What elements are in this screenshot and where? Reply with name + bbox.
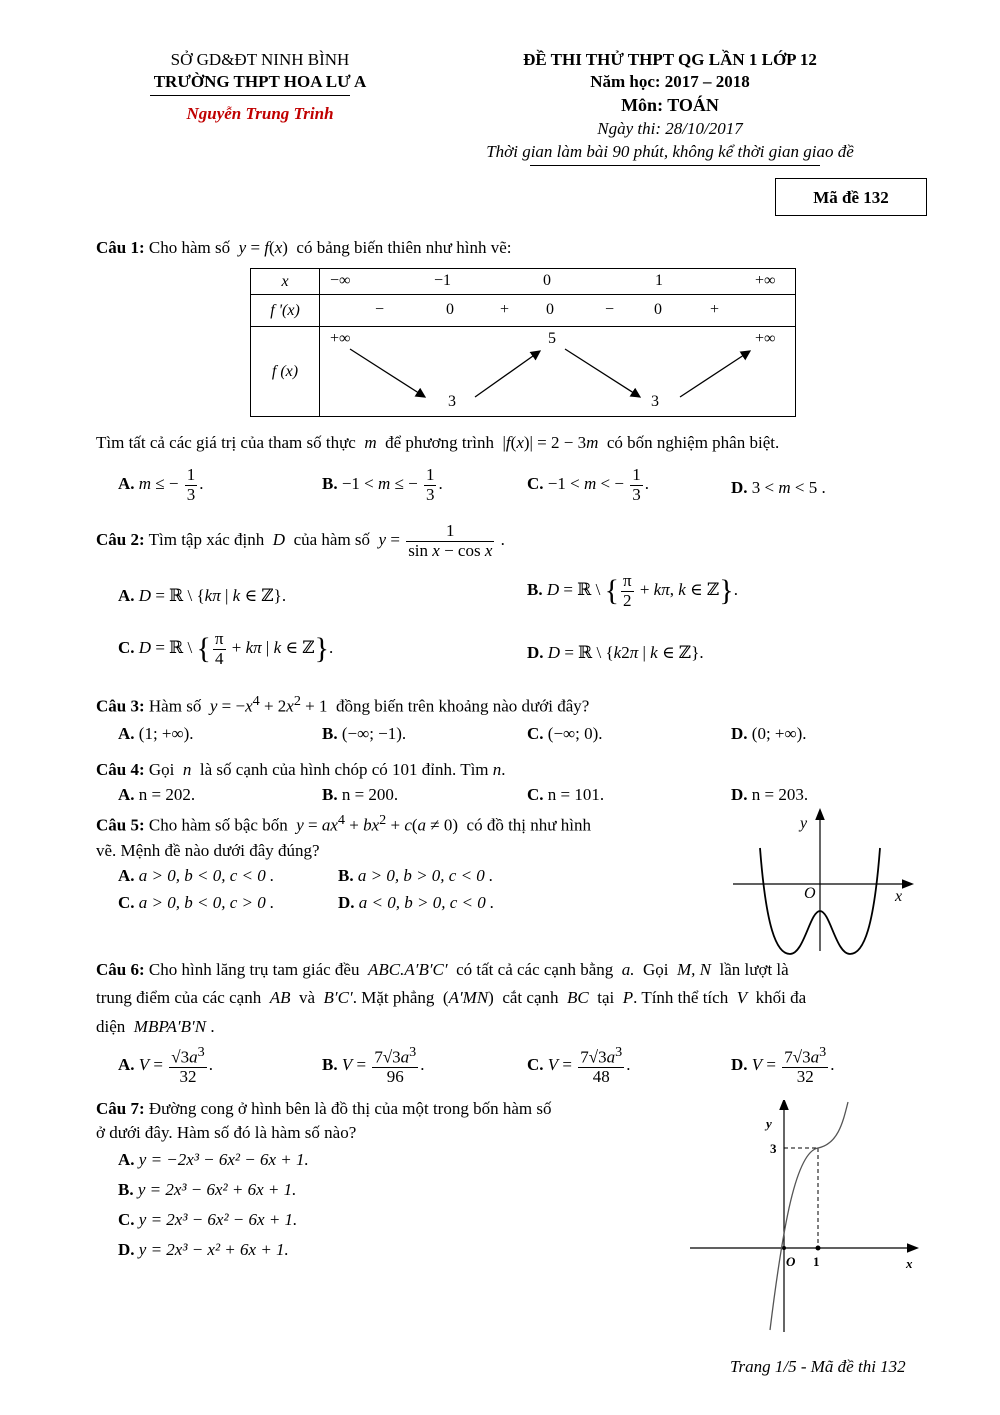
increase-arrow <box>475 351 540 397</box>
option-text: n = 200. <box>341 785 399 804</box>
prompt-text: để phương trình <box>385 433 494 452</box>
question-label: Câu 2: <box>96 530 145 550</box>
q5-option-b[interactable]: B. a > 0, b > 0, c < 0 . <box>338 866 494 885</box>
increase-arrow <box>680 351 750 397</box>
sign: 0 <box>446 301 454 318</box>
question-label: Câu 7: <box>96 1099 145 1118</box>
school-year: Năm học: 2017 – 2018 <box>590 72 750 91</box>
q1-option-d[interactable]: D. 3 < m < 5 . <box>731 478 826 497</box>
q3-option-d[interactable]: D. (0; +∞). <box>731 724 807 743</box>
question-1: Câu 1: Cho hàm số y = f(x) có bảng biến thiên như hình vẽ: <box>96 238 512 257</box>
q6-option-b[interactable]: B. V = $\frac{7√3a^3}{96}$ . <box>322 1044 425 1087</box>
question-text: có bảng biến thiên như hình vẽ: <box>296 238 512 257</box>
question-text: Cho hàm số bậc bốn <box>148 815 288 835</box>
q1-option-b[interactable]: B. −1 < m ≤ − $\frac{1}{3}$ . <box>322 465 443 504</box>
y-axis-label: y <box>766 1116 772 1131</box>
x-value: 0 <box>543 272 551 289</box>
q2-option-c[interactable]: C. D = ℝ \ { $\frac{\pi}{4}$ + kπ | k ∈ ℤ}. <box>118 629 334 668</box>
question-label: Câu 6: <box>96 960 145 979</box>
x-values-row <box>320 269 796 295</box>
question-3: Câu 3: Hàm số $y = -x^4 + 2x^2 + 1$ đồng biến trên khoảng nào dưới đây? <box>96 693 590 716</box>
question-5: Câu 5: Cho hàm số bậc bốn $y = ax^4 + bx^2 + c(a \ne 0)$ có đồ thị như hình <box>96 812 591 835</box>
option-text: y = 2x³ − 6x² − 6x + 1. <box>138 1210 298 1229</box>
school-underline <box>150 95 350 96</box>
option-label: C. <box>527 474 544 494</box>
question-6: Câu 6: Cho hình lăng trụ tam giác đều ABC.A′B′C′ có tất cả các cạnh bằng a. Gọi M, N lần lượt là <box>96 960 789 979</box>
q5-option-d[interactable]: D. a < 0, b > 0, c < 0 . <box>338 893 495 912</box>
question-text: có đồ thị như hình <box>466 815 591 835</box>
question-text: Gọi <box>148 760 175 779</box>
option-text: y = 2x³ − x² + 6x + 1. <box>138 1240 289 1259</box>
question-text: Đường cong ở hình bên là đồ thị của một trong bốn hàm số <box>148 1099 552 1118</box>
x-value: −1 <box>434 272 452 289</box>
question-text: Cho hình lăng trụ tam giác đều <box>148 960 360 979</box>
f-value: 3 <box>448 393 456 410</box>
question-5-line2: vẽ. Mệnh đề nào dưới đây đúng? <box>96 841 320 860</box>
option-text: n = 101. <box>547 785 605 804</box>
table-head-fprime: f '(x) <box>251 295 320 327</box>
prompt-text: Tìm tất cả các giá trị của tham số thực <box>96 433 356 452</box>
option-label: A. <box>118 474 135 494</box>
q5-option-a[interactable]: A. a > 0, b < 0, c < 0 . <box>118 866 275 885</box>
origin-point <box>782 1246 786 1250</box>
question-4: Câu 4: Gọi n là số cạnh của hình chóp có 101 đỉnh. Tìm n. <box>96 760 506 779</box>
q2-option-a[interactable]: A. D = ℝ \ {kπ | k ∈ ℤ}. <box>118 586 287 605</box>
q7-option-a[interactable]: A. y = −2x³ − 6x² − 6x + 1. <box>118 1150 309 1169</box>
sign: − <box>375 301 385 318</box>
decrease-arrow <box>350 349 425 397</box>
question-text: khối đa <box>755 988 807 1007</box>
sign: + <box>710 301 720 318</box>
origin-label: O <box>786 1254 796 1269</box>
option-label: D. <box>731 478 748 497</box>
cubic-curve <box>770 1102 848 1330</box>
sign-row <box>320 295 796 327</box>
question-text: diện <box>96 1017 126 1036</box>
q7-option-b[interactable]: B. y = 2x³ − 6x² + 6x + 1. <box>118 1180 297 1199</box>
page-footer: Trang 1/5 - Mã đề thi 132 <box>730 1357 906 1376</box>
f-value: +∞ <box>330 330 351 347</box>
question-text: Gọi <box>643 960 669 979</box>
duration-underline <box>530 165 820 166</box>
question-text: Hàm số <box>148 696 202 716</box>
question-text: tại <box>597 988 615 1007</box>
f-value: 3 <box>651 393 659 410</box>
y-axis-label: y <box>800 815 808 832</box>
question-text: lần lượt là <box>719 960 789 979</box>
q3-option-a[interactable]: A. (1; +∞). <box>118 724 194 743</box>
question-7-line2: ở dưới đây. Hàm số đó là hàm số nào? <box>96 1123 357 1142</box>
q7-cubic-graph <box>688 1100 923 1335</box>
question-text: đồng biến trên khoảng nào dưới đây? <box>336 696 590 716</box>
exam-date: Ngày thi: 28/10/2017 <box>597 119 743 138</box>
f-value: +∞ <box>755 330 776 347</box>
option-text: a < 0, b > 0, c < 0 . <box>358 893 495 912</box>
x-axis-label: x <box>895 888 903 905</box>
question-label: Câu 3: <box>96 696 145 716</box>
decrease-arrow <box>565 349 640 397</box>
x-value: −∞ <box>330 272 351 289</box>
q6-option-d[interactable]: D. V = $\frac{7√3a^3}{32}$ . <box>731 1044 835 1087</box>
question-text: Mặt phẳng <box>361 988 435 1007</box>
question-label: Câu 5: <box>96 815 145 835</box>
question-text: và <box>298 988 316 1007</box>
q4-option-b[interactable]: B. n = 200. <box>322 785 399 804</box>
subject: Môn: TOÁN <box>621 95 719 115</box>
option-text: a > 0, b < 0, c < 0 . <box>138 866 275 885</box>
q4-option-c[interactable]: C. n = 101. <box>527 785 605 804</box>
question-text: cắt cạnh <box>502 988 559 1007</box>
question-text: Cho hàm số <box>148 238 231 257</box>
question-6-line2: trung điểm của các cạnh AB và B′C′. Mặt phẳng (A′MN) cắt cạnh BC tại P. Tính thể tích V khối đa <box>96 988 807 1007</box>
exam-duration: Thời gian làm bài 90 phút, không kể thời gian giao đề <box>486 142 854 161</box>
sign: − <box>605 301 615 318</box>
q1-option-c[interactable]: C. −1 < m < − $\frac{1}{3}$ . <box>527 465 649 504</box>
author-name: Nguyễn Trung Trinh <box>186 104 334 123</box>
table-head-f: f (x) <box>251 327 320 417</box>
question-1-prompt: Tìm tất cả các giá trị của tham số thực m để phương trình |f(x)| = 2 − 3m có bốn nghiệm phân biệt. <box>96 433 780 452</box>
sign: 0 <box>546 301 554 318</box>
table-head-x: x <box>251 269 320 295</box>
q6-option-c[interactable]: C. V = $\frac{7√3a^3}{48}$ . <box>527 1044 631 1087</box>
origin-label: O <box>804 885 816 902</box>
q2-option-b[interactable]: B. D = ℝ \ { $\frac{\pi}{2}$ + kπ, k ∈ ℤ}. <box>527 571 738 610</box>
sign: 0 <box>654 301 662 318</box>
q6-option-a[interactable]: A. V = $\frac{√3a^3}{32}$ . <box>118 1044 213 1087</box>
question-7 <box>96 1099 551 1119</box>
question-text: Tính thể tích <box>641 988 729 1007</box>
q5-quartic-graph <box>728 806 918 956</box>
option-text: y = −2x³ − 6x² − 6x + 1. <box>138 1150 309 1169</box>
q4-option-a[interactable]: A. n = 202. <box>118 785 196 804</box>
option-text: a > 0, b < 0, c > 0 . <box>138 893 275 912</box>
school-name: TRƯỜNG THPT HOA LƯ A <box>153 72 367 91</box>
q5-option-c[interactable]: C. a > 0, b < 0, c > 0 . <box>118 893 275 912</box>
x-value: 1 <box>655 272 663 289</box>
question-text: Tìm tập xác định <box>148 530 265 550</box>
option-label: B. <box>322 474 338 494</box>
x-tick-label: 1 <box>813 1254 820 1269</box>
variation-arrows <box>320 327 796 417</box>
x-tick-point <box>816 1246 821 1251</box>
variation-table <box>250 268 796 417</box>
question-6-line3: diện MBPA′B′N . <box>96 1017 215 1036</box>
question-label: Câu 4: <box>96 760 145 779</box>
sign: + <box>500 301 510 318</box>
q2-option-d[interactable]: D. D = ℝ \ {k2π | k ∈ ℤ}. <box>527 643 704 662</box>
q3-option-b[interactable]: B. (−∞; −1). <box>322 724 407 743</box>
prompt-text: có bốn nghiệm phân biệt. <box>606 433 780 452</box>
y-tick-label: 3 <box>770 1141 777 1156</box>
f-values-row <box>320 327 796 417</box>
f-value: 5 <box>548 330 556 347</box>
exam-title: ĐỀ THI THỬ THPT QG LẦN 1 LỚP 12 <box>523 50 817 69</box>
option-text: y = 2x³ − 6x² + 6x + 1. <box>137 1180 297 1199</box>
x-axis-label: x <box>906 1256 913 1271</box>
question-text: trung điểm của các cạnh <box>96 988 262 1007</box>
q7-option-c[interactable]: C. y = 2x³ − 6x² − 6x + 1. <box>118 1210 298 1229</box>
q3-option-c[interactable]: C. (−∞; 0). <box>527 724 603 743</box>
x-value: +∞ <box>755 272 776 289</box>
question-2: Câu 2: Tìm tập xác định D của hàm số y = $\frac{1}{\text{sin x − cos x}}$ . <box>96 521 505 560</box>
q7-option-d[interactable]: D. y = 2x³ − x² + 6x + 1. <box>118 1240 289 1259</box>
question-text: của hàm số <box>293 530 371 550</box>
option-text: n = 203. <box>751 785 809 804</box>
option-text: a > 0, b > 0, c < 0 . <box>357 866 494 885</box>
exam-code-box: Mã đề 132 <box>775 178 927 216</box>
question-text: có tất cả các cạnh bằng <box>456 960 614 979</box>
question-text: là số cạnh của hình chóp có 101 đỉnh. Tìm <box>199 760 489 779</box>
school-department: SỞ GD&ĐT NINH BÌNH <box>170 50 350 69</box>
q4-option-d[interactable]: D. n = 203. <box>731 785 809 804</box>
q1-option-a[interactable]: A. m ≤ − $\frac{1}{3}$ . <box>118 465 204 504</box>
question-label: Câu 1: <box>96 238 145 257</box>
option-text: n = 202. <box>138 785 196 804</box>
